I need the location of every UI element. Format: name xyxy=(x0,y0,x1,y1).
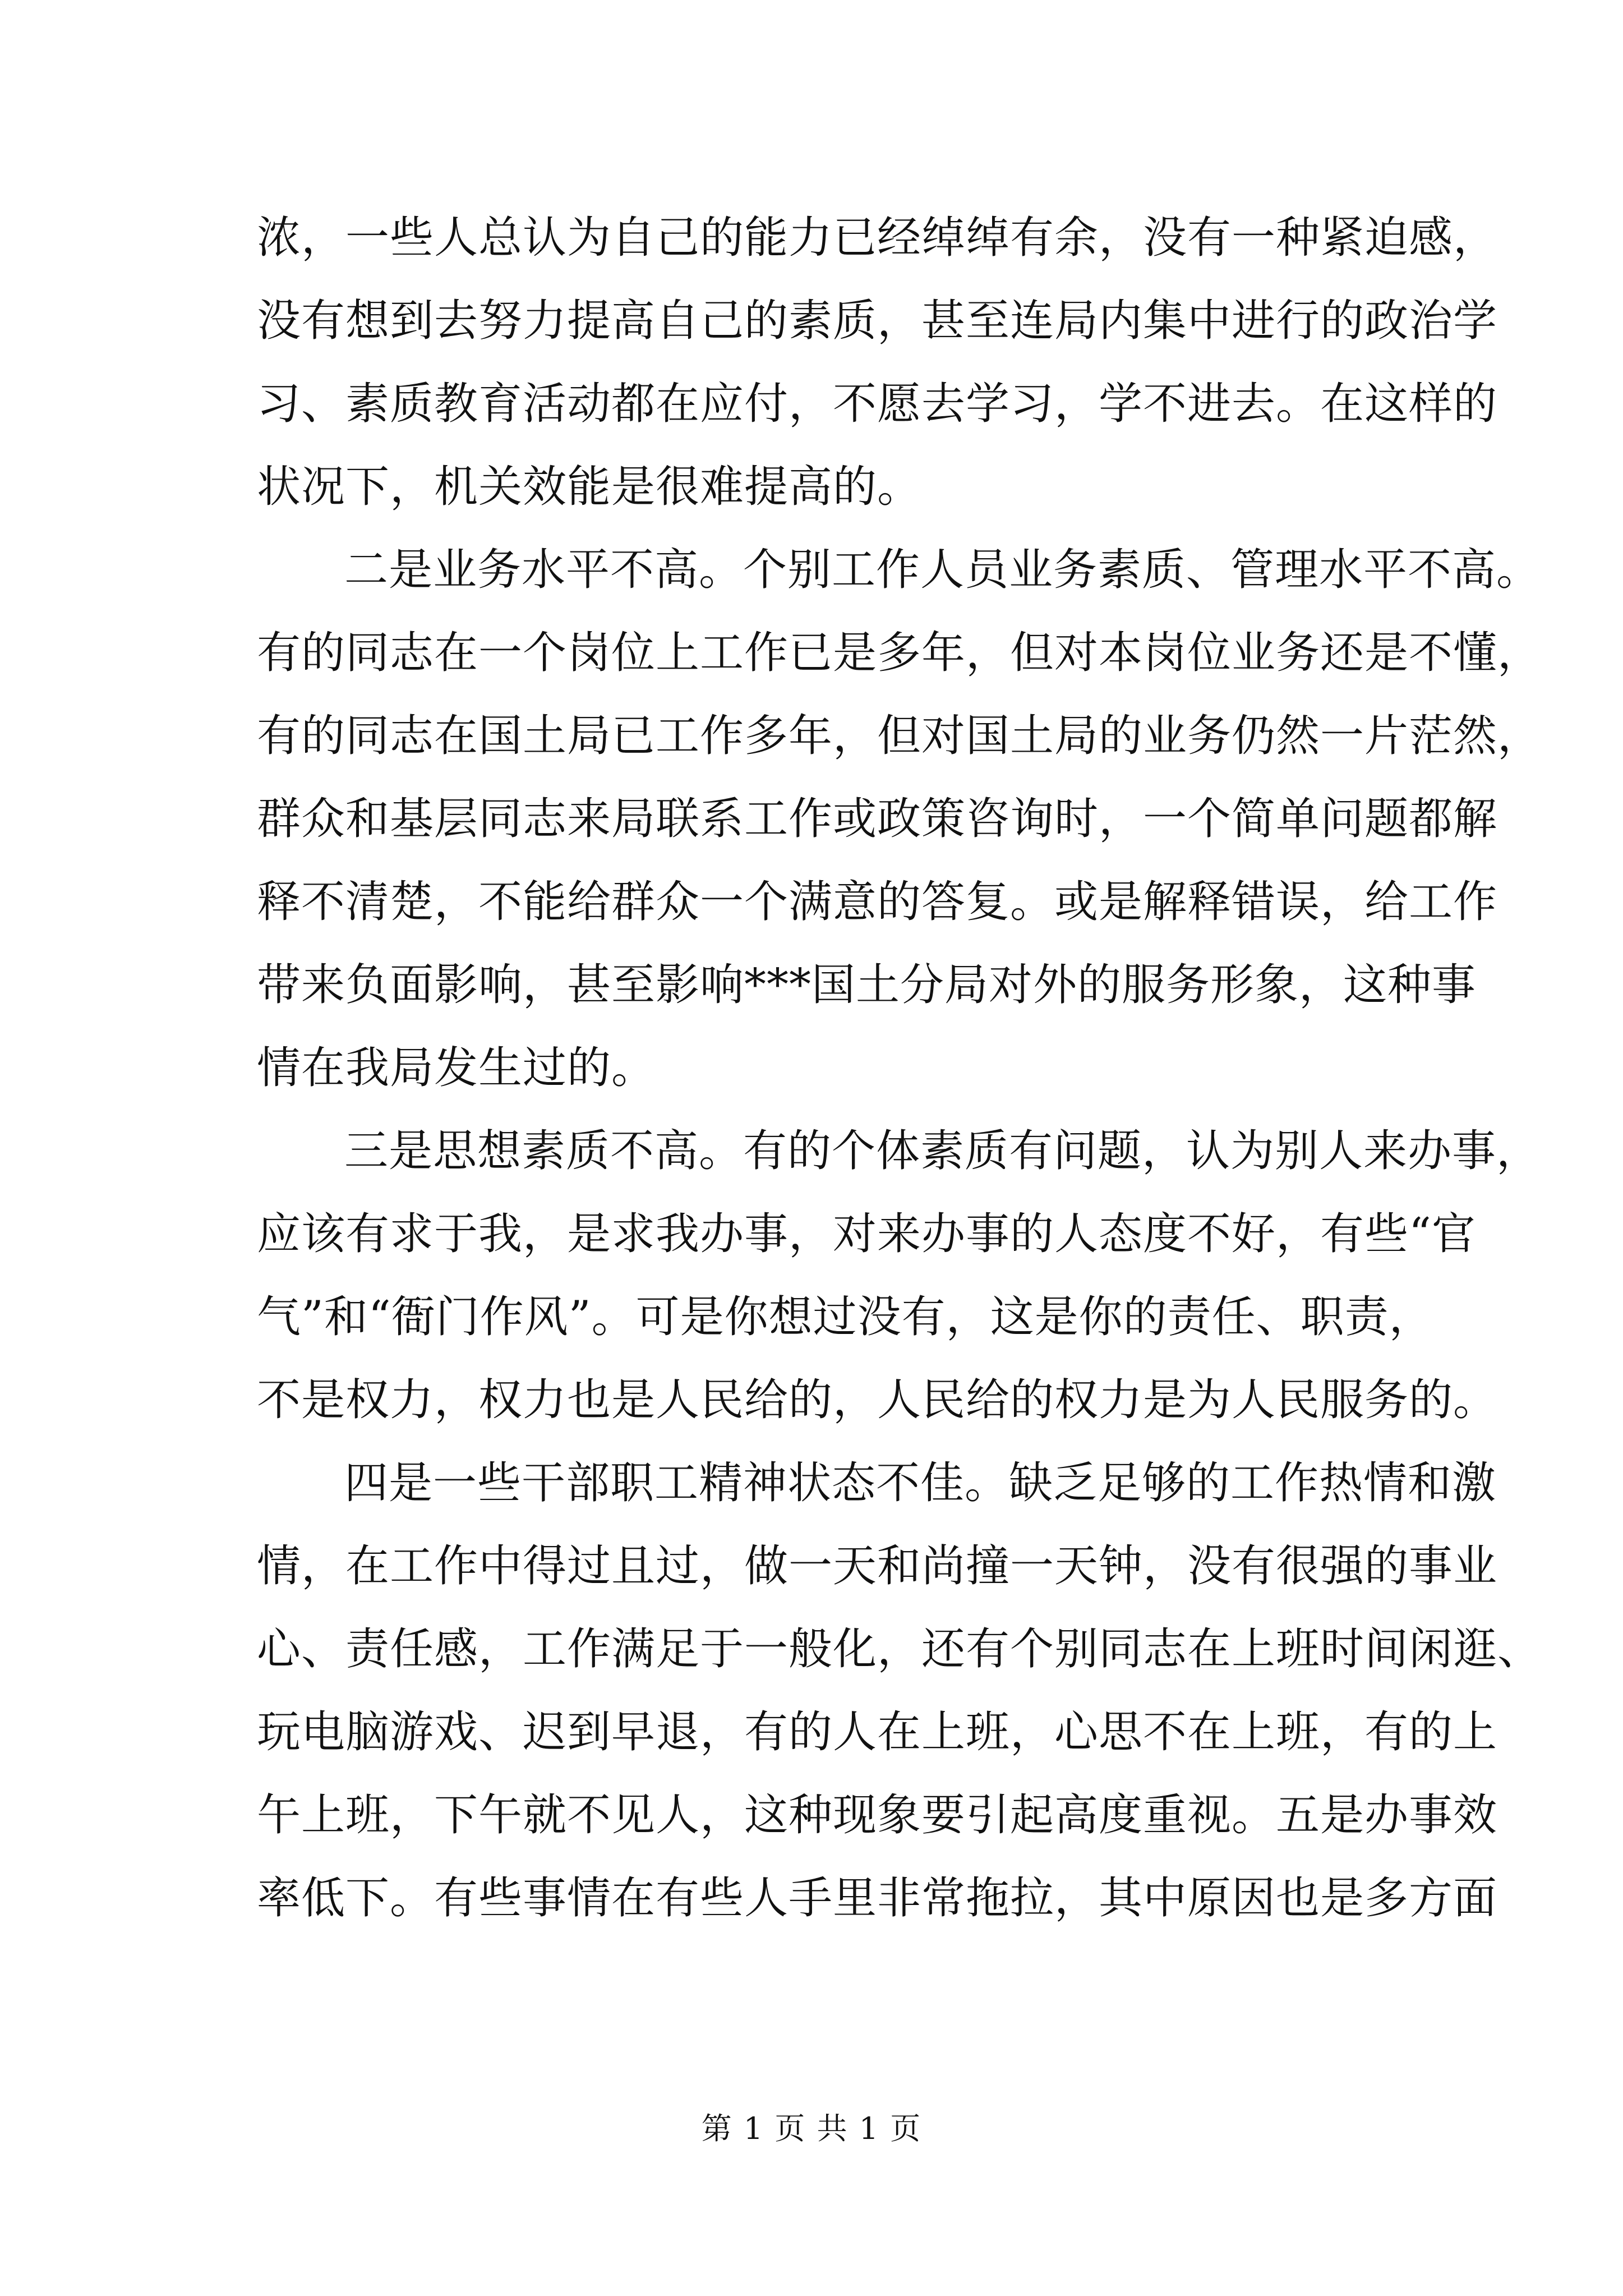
text-line: 没有想到去努力提高自己的素质，甚至连局内集中进行的政治学 xyxy=(257,296,1498,346)
text-line: 状况下，机关效能是很难提高的。 xyxy=(257,462,922,512)
text-line: 午上班，下午就不见人，这种现象要引起高度重视。五是办事效 xyxy=(257,1790,1498,1841)
page-number-footer: 第 1 页 共 1 页 xyxy=(701,2111,922,2146)
text-line: 心、责任感，工作满足于一般化，还有个别同志在上班时间闲逛、 xyxy=(257,1624,1542,1674)
text-line: 浓，一些人总认为自己的能力已经绰绰有余，没有一种紧迫感， xyxy=(257,213,1498,263)
text-line: 气”和“衙门作风”。可是你想过没有，这是你的责任、职责， xyxy=(257,1292,1433,1342)
text-line: 带来负面影响，甚至影响***国土分局对外的服务形象，这种事 xyxy=(257,960,1477,1010)
text-line: 群众和基层同志来局联系工作或政策咨询时，一个简单问题都解 xyxy=(257,794,1498,844)
text-line: 不是权力，权力也是人民给的，人民给的权力是为人民服务的。 xyxy=(257,1375,1498,1425)
text-line: 有的同志在一个岗位上工作已是多年，但对本岗位业务还是不懂， xyxy=(257,628,1542,678)
text-line: 习、素质教育活动都在应付，不愿去学习，学不进去。在这样的 xyxy=(257,379,1498,429)
text-line: 玩电脑游戏、迟到早退，有的人在上班，心思不在上班，有的上 xyxy=(257,1707,1498,1757)
text-line: 率低下。有些事情在有些人手里非常拖拉，其中原因也是多方面 xyxy=(257,1873,1498,1924)
paragraph-start-line: 二是业务水平不高。个别工作人员业务素质、管理水平不高。 xyxy=(344,545,1541,595)
document-body xyxy=(257,196,1542,1940)
text-line: 情在我局发生过的。 xyxy=(257,1043,656,1093)
text-line: 释不清楚，不能给群众一个满意的答复。或是解释错误，给工作 xyxy=(257,877,1498,927)
text-line: 情，在工作中得过且过，做一天和尚撞一天钟，没有很强的事业 xyxy=(257,1541,1498,1591)
text-line: 有的同志在国土局已工作多年，但对国土局的业务仍然一片茫然， xyxy=(257,711,1542,761)
paragraph-start-line: 三是思想素质不高。有的个体素质有问题，认为别人来办事， xyxy=(344,1126,1541,1176)
paragraph-start-line: 四是一些干部职工精神状态不佳。缺乏足够的工作热情和激 xyxy=(344,1458,1497,1508)
text-line: 应该有求于我，是求我办事，对来办事的人态度不好，有些“官 xyxy=(257,1209,1476,1259)
